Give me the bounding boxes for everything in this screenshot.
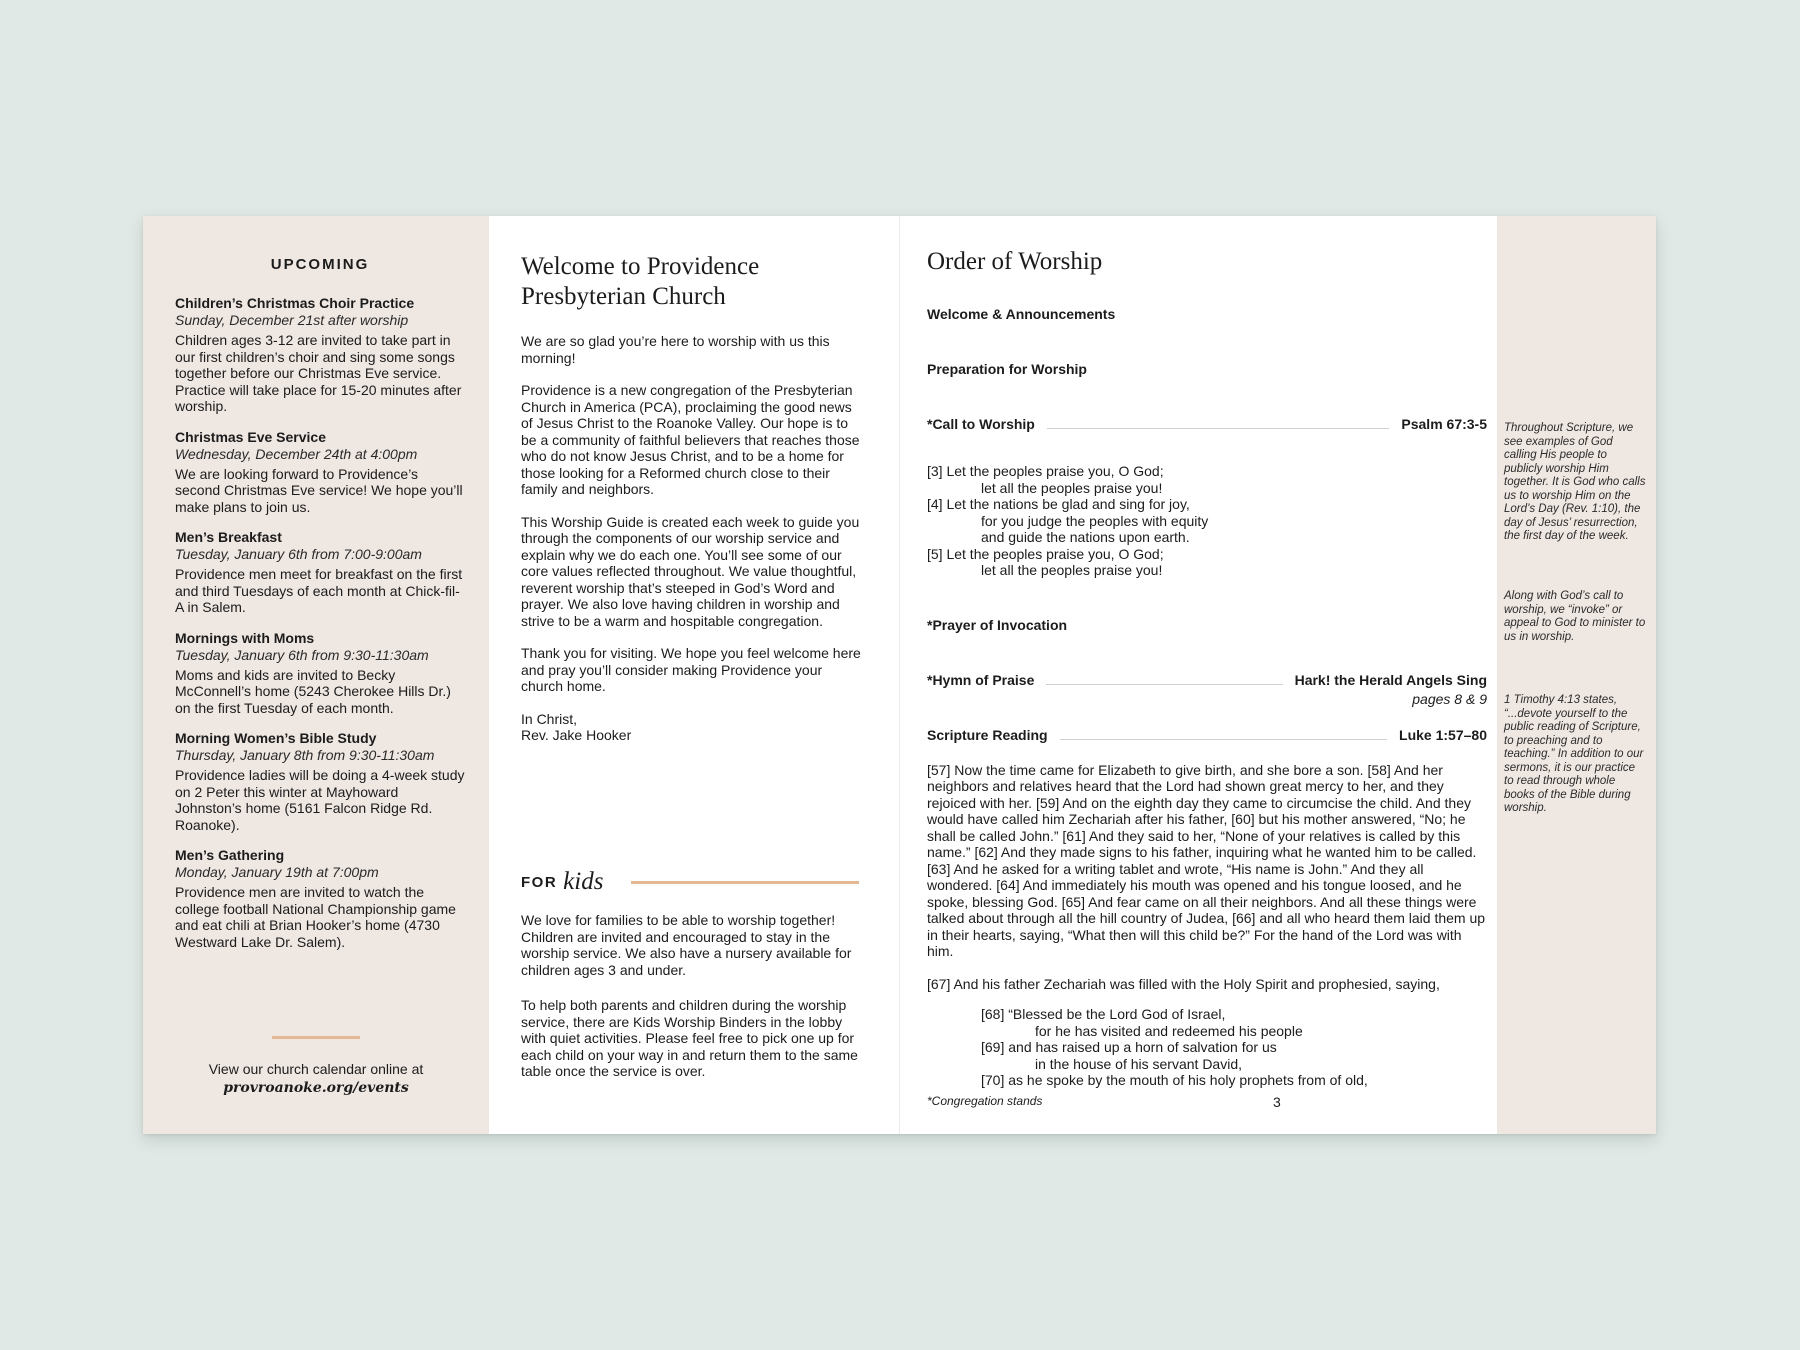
song-line: [68] “Blessed be the Lord God of Israel, xyxy=(981,1006,1226,1022)
kids-section xyxy=(521,912,863,1099)
welcome-title-line2: Presbyterian Church xyxy=(521,283,726,310)
bulletin-spread xyxy=(143,216,1656,1134)
page-number: 3 xyxy=(1273,1094,1281,1110)
upcoming-panel xyxy=(143,216,489,1134)
order-title: Order of Worship xyxy=(927,248,1103,275)
psalm-line: let all the peoples praise you! xyxy=(981,479,1163,496)
event-date: Tuesday, January 6th from 7:00-9:00am xyxy=(175,546,422,562)
psalm-line: for you judge the peoples with equity xyxy=(981,512,1209,529)
song-line: [69] and has raised up a horn of salvation for us xyxy=(981,1039,1277,1055)
welcome-paragraph: Providence is a new congregation of the Presbyterian Church in America (PCA), proclaiming the good news of Jesus Christ to the Roanoke Valley. Our hope is to be a community of faithful believers that reaches those who do not know Jesus Christ, and to be a home for those looking for a Reformed church close to their family and neighbors. xyxy=(521,382,860,497)
event-date: Tuesday, January 6th from 9:30-11:30am xyxy=(175,646,429,663)
worship-item xyxy=(927,617,1487,634)
psalm-line: and guide the nations upon earth. xyxy=(981,529,1190,545)
worship-item-label: *Prayer of Invocation xyxy=(927,616,1068,633)
event-item xyxy=(175,847,465,950)
event-description: We are looking forward to Providence’s second Christmas Eve service! We hope you’ll make plans to join us. xyxy=(175,465,463,515)
sidenote-call-to-worship: Throughout Scripture, we see examples of God calling His people to publicly worship Him together. It is God who calls us to worship Him on the Lord’s Day (Rev. 1:10), the day of Jesus’ resurrection, the first day of the week. xyxy=(1504,422,1646,542)
hymn-pages: pages 8 & 9 xyxy=(1412,690,1487,707)
song-line: for he has visited and redeemed his people xyxy=(1035,1022,1303,1039)
upcoming-heading: UPCOMING xyxy=(270,256,370,273)
calendar-footer xyxy=(143,1036,489,1096)
event-item xyxy=(175,630,465,717)
event-description: Children ages 3-12 are invited to take part in our first children’s choir and sing some songs together before our Christmas Eve service. Practice will take place for 15-20 minutes after worship. xyxy=(175,332,462,414)
event-date: Monday, January 19th at 7:00pm xyxy=(175,864,379,880)
event-title: Mornings with Moms xyxy=(175,629,315,646)
worship-item xyxy=(927,416,1487,433)
event-description: Moms and kids are invited to Becky McConnell’s home (5243 Cherokee Hills Dr.) on the first Tuesday of each month. xyxy=(175,666,451,716)
leader-line xyxy=(1046,684,1282,685)
welcome-title xyxy=(521,252,861,312)
worship-item-label: *Call to Worship xyxy=(927,416,1035,432)
event-description: Providence men meet for breakfast on the first and third Tuesdays of each month at Chick-fil-A in Salem. xyxy=(175,566,463,615)
scripture-paragraph: [67] And his father Zechariah was filled with the Holy Spirit and prophesied, saying, xyxy=(927,975,1440,992)
song-line: [70] as he spoke by the mouth of his holy prophets from of old, xyxy=(981,1072,1368,1088)
worship-item-label: Welcome & Announcements xyxy=(927,306,1116,322)
worship-item xyxy=(927,361,1487,378)
accent-divider xyxy=(631,881,859,884)
hymn-title: Hark! the Herald Angels Sing xyxy=(1294,671,1487,688)
welcome-paragraph: Thank you for visiting. We hope you feel welcome here and pray you’ll consider making Providence your church home. xyxy=(521,645,861,694)
event-title: Morning Women’s Bible Study xyxy=(175,730,377,746)
worship-item-label: Preparation for Worship xyxy=(927,361,1087,377)
event-description: Providence ladies will be doing a 4-week study on 2 Peter this winter at Mayhoward Johnston’s home (5161 Falcon Ridge Rd. Roanoke). xyxy=(175,767,465,833)
scripture-paragraph: [57] Now the time came for Elizabeth to give birth, and she bore a son. [58] And her neighbors and relatives heard that the Lord had shown great mercy to her, and they rejoiced with her. [59] And on the eighth day they came to circumcise the child. And they would have called him Zechariah after his father, [60] but his mother answered, “No; he shall be called John.” [61] And they said to her, “None of your relatives is called by this name.” [62] And they made signs to his father, inquiring what he wanted him to be called. [63] And he asked for a writing tablet and wrote, “His name is John.” And they all wondered. [64] And immediately his mouth was opened and his tongue loosed, and he spoke, blessing God. [65] And fear came on all their neighbors. And all these things were talked about through all the hill country of Judea, [66] and all who heard them laid them up in their hearts, saying, “What then will this child be?” For the hand of the Lord was with him. xyxy=(927,761,1486,959)
song-line: in the house of his servant David, xyxy=(1035,1055,1243,1072)
page-footer xyxy=(927,1094,1487,1108)
scripture-reference: Psalm 67:3-5 xyxy=(1401,416,1487,432)
accent-divider xyxy=(272,1036,360,1039)
psalm-line: [3] Let the peoples praise you, O God; xyxy=(927,463,1164,479)
event-item xyxy=(175,730,465,833)
signature-name: Rev. Jake Hooker xyxy=(521,727,632,743)
worship-item-label: *Hymn of Praise xyxy=(927,671,1035,688)
leader-line xyxy=(1047,428,1390,429)
event-date: Thursday, January 8th from 9:30-11:30am xyxy=(175,747,435,763)
notes-panel xyxy=(1497,216,1656,1134)
leader-line xyxy=(1060,739,1387,740)
order-of-worship-panel xyxy=(899,216,1497,1134)
event-item xyxy=(175,429,465,516)
psalm-text xyxy=(927,463,1487,579)
event-description: Providence men are invited to watch the college football National Championship game and eat chili at Brian Hooker’s home (4730 Westward Lake Dr. Salem). xyxy=(175,884,456,950)
calendar-text: View our church calendar online at xyxy=(208,1061,424,1077)
event-title: Men’s Gathering xyxy=(175,847,285,863)
kids-for-label: FOR xyxy=(521,873,558,891)
event-item xyxy=(175,529,465,616)
sidenote-invocation: Along with God’s call to worship, we “invoke” or appeal to God to minister to us in worship. xyxy=(1504,590,1646,643)
welcome-paragraph: We are so glad you’re here to worship with us this morning! xyxy=(521,333,830,366)
kids-paragraph: To help both parents and children during the worship service, there are Kids Worship Binders in the lobby with quiet activities. Please feel free to pick one up for each child on your way in and return them to the same table once the service is over. xyxy=(521,997,858,1079)
worship-item xyxy=(927,727,1487,744)
calendar-link[interactable]: provroanoke.org/events xyxy=(223,1080,409,1096)
event-date: Wednesday, December 24th at 4:00pm xyxy=(175,445,418,462)
event-title: Christmas Eve Service xyxy=(175,428,326,445)
song-of-zechariah xyxy=(927,1006,1487,1089)
signature-closing: In Christ, xyxy=(521,710,578,727)
psalm-line: [4] Let the nations be glad and sing for joy, xyxy=(927,496,1190,512)
worship-item xyxy=(927,672,1487,689)
welcome-panel xyxy=(489,216,899,1134)
event-date: Sunday, December 21st after worship xyxy=(175,312,409,328)
welcome-paragraph: This Worship Guide is created each week to guide you through the components of our worship service and explain why we do each one. You’ll see some of our core values reflected throughout. We value thoughtful, reverent worship that’s steeped in God’s Word and prayer. We also love having children in worship and strive to be a warm and hospitable congregation. xyxy=(521,513,860,629)
scripture-reference: Luke 1:57–80 xyxy=(1399,726,1487,743)
event-item xyxy=(175,295,465,415)
psalm-line: [5] Let the peoples praise you, O God; xyxy=(927,545,1164,562)
welcome-title-line1: Welcome to Providence xyxy=(521,253,760,280)
sidenote-scripture-reading: 1 Timothy 4:13 states, “...devote yourself to the public reading of Scripture, to preaching and to teaching.” In addition to our sermons, it is our practice to read through whole books of the Bible during worship. xyxy=(1504,694,1644,814)
psalm-line: let all the peoples praise you! xyxy=(981,562,1163,578)
event-title: Children’s Christmas Choir Practice xyxy=(175,295,415,311)
kids-label: kids xyxy=(563,868,604,895)
worship-item-label: Scripture Reading xyxy=(927,726,1048,743)
kids-paragraph: We love for families to be able to worship together! Children are invited and encouraged to stay in the worship service. We also have a nursery available for children ages 3 and under. xyxy=(521,912,852,978)
kids-heading xyxy=(521,868,859,896)
worship-item xyxy=(927,306,1487,323)
footnote: *Congregation stands xyxy=(927,1094,1043,1108)
event-title: Men’s Breakfast xyxy=(175,529,282,545)
